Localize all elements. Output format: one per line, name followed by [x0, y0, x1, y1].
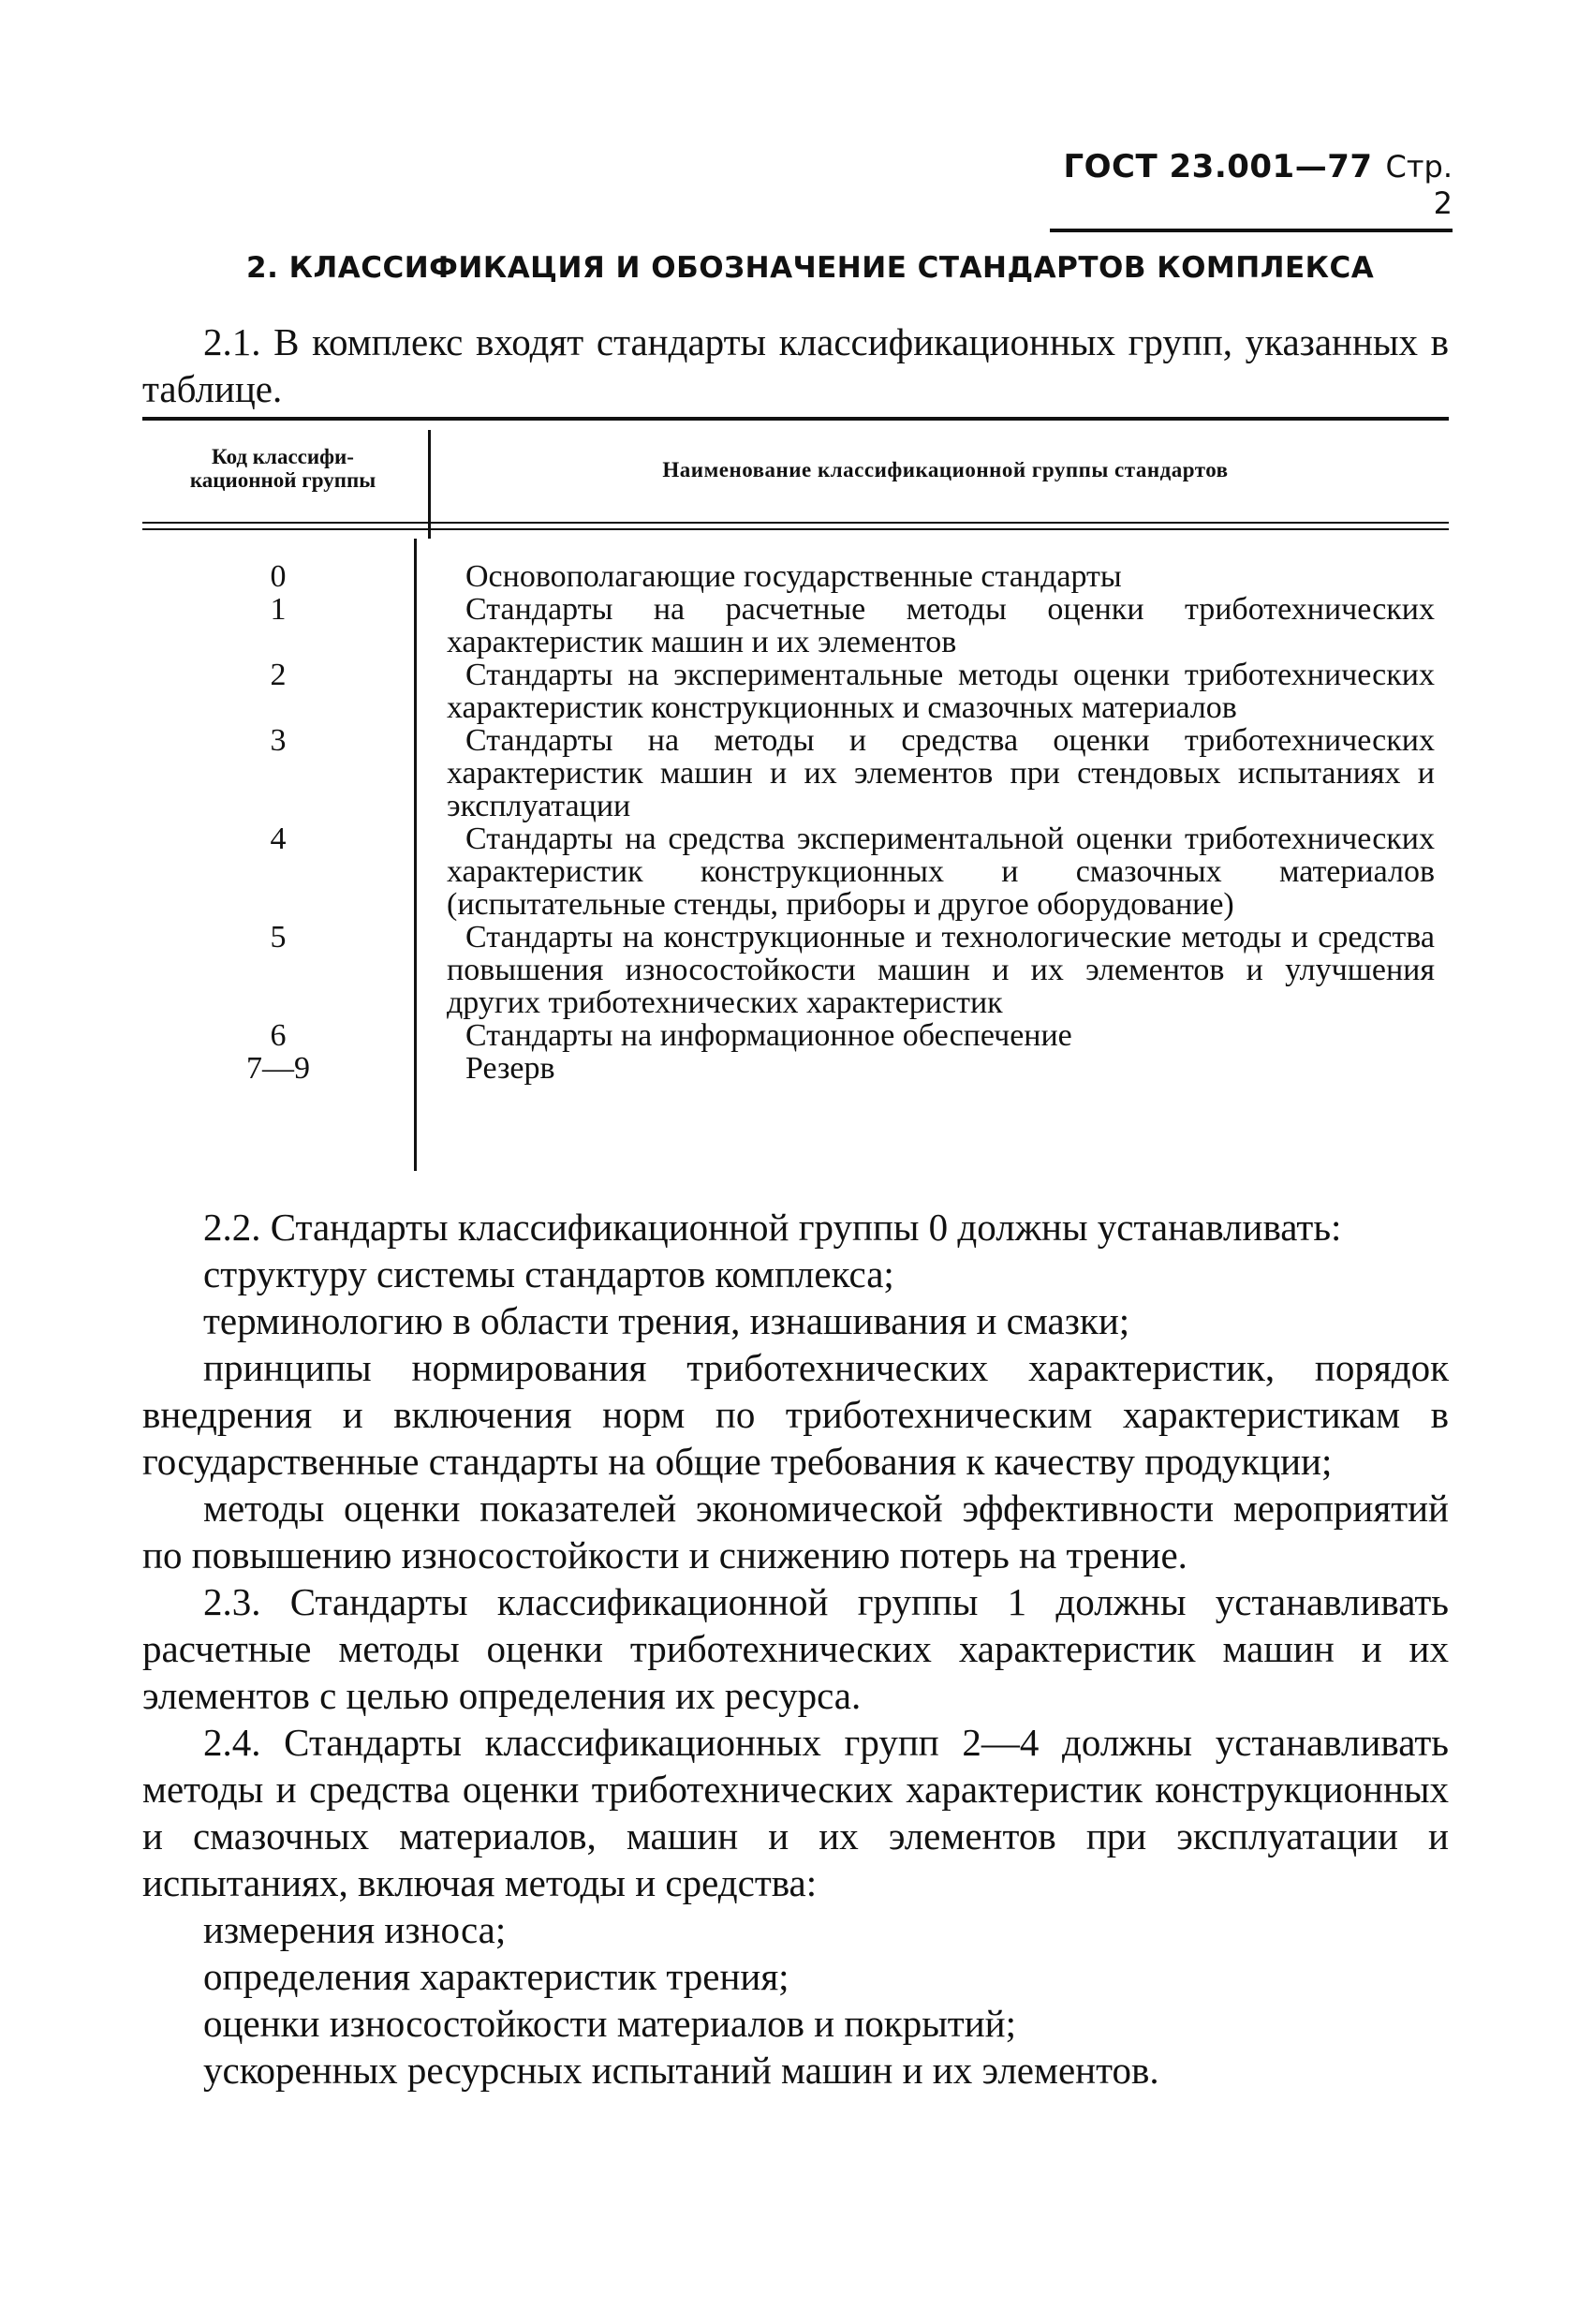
- list-item: терминологию в области трения, изнашивания и смазки;: [203, 1299, 1130, 1342]
- row-code: 7—9: [246, 1051, 310, 1086]
- paragraph-2-2: 2.2. Стандарты классификационной группы 0 должны устанавливать:: [203, 1206, 1342, 1249]
- table-row: [142, 921, 1449, 1019]
- paragraph-2-4: 2.4. Стандарты классификационных групп 2—4 должны устанавливать методы и средства оценки триботехнических характеристик конструкционных и смазочных материалов, машин и их элементов при эксплуатации и испытаниях, включая методы и средства:: [142, 1721, 1449, 1904]
- table-top-rule: [142, 417, 1449, 421]
- table-row: [142, 560, 1449, 593]
- row-name: Стандарты на информационное обеспечение: [465, 1018, 1072, 1053]
- row-name: Основополагающие государственные стандарты: [465, 559, 1122, 594]
- list-item: определения характеристик трения;: [203, 1955, 789, 1998]
- table-row: [142, 1019, 1449, 1052]
- list-item: оценки износостойкости материалов и покрытий;: [203, 2002, 1016, 2045]
- row-code: 2: [270, 658, 287, 692]
- table-row: [142, 659, 1449, 724]
- table-header-name: Наименование классификационной группы стандартов: [662, 458, 1229, 481]
- document-code: ГОСТ 23.001—77: [1063, 148, 1373, 185]
- table-row: [142, 724, 1449, 822]
- section-title: 2. КЛАССИФИКАЦИЯ И ОБОЗНАЧЕНИЕ СТАНДАРТОВ КОМПЛЕКСА: [246, 251, 1375, 285]
- row-name: Резерв: [465, 1051, 555, 1086]
- table-header-code-line2: кационной группы: [189, 468, 376, 492]
- row-name: Стандарты на расчетные методы оценки триботехнических характеристик машин и их элементов: [447, 592, 1435, 659]
- table-header-code-line1: Код классифи-: [212, 445, 354, 468]
- table-body: [142, 560, 1449, 1085]
- page-header: [1050, 148, 1453, 232]
- body-text: [142, 1204, 1449, 2094]
- row-name: Стандарты на методы и средства оценки триботехнических характеристик машин и их элементов при стендовых испытаниях и эксплуатации: [447, 723, 1435, 823]
- list-item: методы оценки показателей экономической эффективности мероприятий по повышению износостойкости и снижению потерь на трение.: [142, 1487, 1449, 1576]
- row-code: 0: [270, 559, 287, 594]
- row-name: Стандарты на экспериментальные методы оценки триботехнических характеристик конструкционных и смазочных материалов: [447, 658, 1435, 725]
- table-row: [142, 1052, 1449, 1085]
- row-code: 6: [270, 1018, 287, 1053]
- row-name: Стандарты на конструкционные и технологические методы и средства повышения износостойкости машин и их элементов и улучшения других триботехнических характеристик: [447, 920, 1435, 1020]
- row-code: 5: [270, 920, 287, 955]
- table-row: [142, 822, 1449, 921]
- list-item: принципы нормирования триботехнических характеристик, порядок внедрения и включения норм по триботехническим характеристикам в государственные стандарты на общие требования к качеству продукции;: [142, 1346, 1449, 1483]
- list-item: измерения износа;: [203, 1908, 507, 1951]
- page-number: Стр. 2: [1385, 149, 1453, 221]
- row-code: 3: [270, 723, 287, 758]
- row-code: 4: [270, 822, 287, 856]
- paragraph-2-3: 2.3. Стандарты классификационной группы 1 должны устанавливать расчетные методы оценки триботехнических характеристик машин и их элементов с целью определения их ресурса.: [142, 1580, 1449, 1717]
- list-item: структуру системы стандартов комплекса;: [203, 1252, 894, 1295]
- list-item: ускоренных ресурсных испытаний машин и их элементов.: [203, 2049, 1159, 2092]
- table-row: [142, 593, 1449, 659]
- row-name: Стандарты на средства экспериментальной оценки триботехнических характеристик конструкционных и смазочных материалов (испытательные стенды, приборы и другое оборудование): [447, 822, 1435, 922]
- paragraph-2-1: 2.1. В комплекс входят стандарты классификационных групп, указанных в таблице.: [142, 320, 1449, 410]
- row-code: 1: [270, 592, 287, 627]
- classification-table: [142, 417, 1449, 1171]
- table-header-rule: [142, 522, 1449, 530]
- table-header-code: [142, 445, 423, 492]
